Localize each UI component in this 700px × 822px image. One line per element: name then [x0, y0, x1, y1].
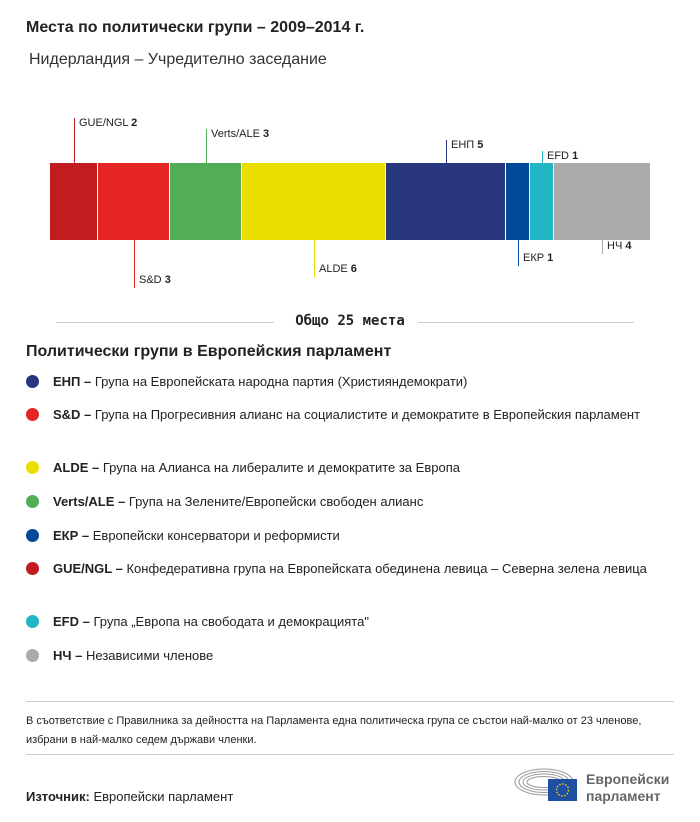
- legend-item: [26, 405, 666, 424]
- chart-title: Места по политически групи – 2009–2014 г.: [26, 19, 365, 36]
- divider: [26, 701, 674, 702]
- segment-label: [79, 117, 137, 129]
- segment-name: S&D: [139, 274, 165, 286]
- legend-abbr: ALDE –: [53, 460, 100, 475]
- segment-label: [547, 150, 578, 162]
- legend-item: [26, 492, 666, 511]
- legend-item: [26, 372, 666, 391]
- legend-text: [53, 646, 666, 665]
- legend-dot-icon: [26, 529, 39, 542]
- source-label: Източник:: [26, 789, 90, 804]
- bar-segment-s-d: [98, 163, 170, 240]
- source: [26, 789, 233, 804]
- segment-label: [139, 274, 171, 286]
- legend-item: [26, 559, 666, 578]
- logo-text: [586, 771, 669, 805]
- leader-line: [314, 240, 315, 277]
- segment-name: ALDE: [319, 263, 351, 275]
- stacked-seat-bar: [0, 0, 700, 340]
- bar-segment-efd: [530, 163, 554, 240]
- bar-segment-alde: [242, 163, 386, 240]
- legend-item: [26, 526, 666, 545]
- segment-label: [319, 263, 357, 275]
- segment-name: ЕКР: [523, 252, 548, 264]
- segment-value: 3: [164, 274, 171, 286]
- legend-item: [26, 458, 666, 477]
- segment-value: 3: [262, 128, 270, 140]
- leader-line: [602, 240, 603, 254]
- legend-dot-icon: [26, 375, 39, 388]
- segment-label: [607, 240, 631, 252]
- legend-text: [53, 526, 666, 545]
- segment-name: GUE/NGL: [79, 117, 132, 129]
- legend-dot-icon: [26, 615, 39, 628]
- legend-text: [53, 559, 666, 578]
- legend-desc: Независими членове: [82, 648, 214, 663]
- legend-desc: Европейски консерватори и реформисти: [89, 528, 340, 543]
- bar-segment-енп: [386, 163, 506, 240]
- source-value: Европейски парламент: [89, 789, 234, 804]
- legend-text: [53, 612, 666, 631]
- legend-abbr: НЧ –: [53, 648, 83, 663]
- legend-desc: Конфедеративна група на Европейската обединена левица – Северна зелена левица: [122, 561, 647, 576]
- legend-dot-icon: [26, 408, 39, 421]
- segment-value: 1: [572, 150, 579, 162]
- leader-line: [74, 118, 75, 163]
- legend-desc: Група на Европейската народна партия (Християндемократи): [91, 374, 468, 389]
- legend-desc: Група на Зелените/Европейски свободен алианс: [125, 494, 424, 509]
- leader-line: [542, 151, 543, 163]
- legend-desc: Група на Алианса на либералите и демократите за Европа: [99, 460, 460, 475]
- leader-line: [134, 240, 135, 288]
- european-parliament-logo: [514, 764, 584, 804]
- legend-abbr: GUE/NGL –: [53, 561, 123, 576]
- bar-segment-gue-ngl: [50, 163, 98, 240]
- legend-text: [53, 458, 666, 477]
- legend-abbr: ЕНП –: [53, 374, 92, 389]
- segment-name: НЧ: [607, 240, 626, 252]
- legend-text: [53, 492, 666, 511]
- segment-value: 4: [625, 240, 632, 252]
- footnote: В съответствие с Правилника за дейността на Парламента една политическа група се състои най-малко от 23 членове, избрани в най-малко седем държави членки.: [26, 715, 642, 746]
- segment-label: [523, 252, 553, 264]
- legend-item: [26, 612, 666, 631]
- logo-line2: парламент: [586, 788, 661, 804]
- divider: [26, 754, 674, 755]
- logo-line1: Европейски: [586, 771, 670, 787]
- bar-segment-нч: [554, 163, 650, 240]
- legend-abbr: ЕКР –: [53, 528, 90, 543]
- leader-line: [518, 240, 519, 266]
- segment-name: ЕНП: [451, 139, 478, 151]
- legend-item: [26, 646, 666, 665]
- legend-title: Политически групи в Европейския парламент: [26, 343, 392, 360]
- segment-value: 6: [350, 263, 357, 275]
- legend-dot-icon: [26, 461, 39, 474]
- total-seats: Общо 25 места: [295, 313, 405, 329]
- segment-name: EFD: [547, 150, 573, 162]
- legend-desc: Група на Прогресивния алианс на социалистите и демократите в Европейския парламент: [91, 407, 641, 422]
- legend-dot-icon: [26, 562, 39, 575]
- legend-dot-icon: [26, 495, 39, 508]
- legend-abbr: S&D –: [53, 407, 92, 422]
- segment-value: 5: [477, 139, 484, 151]
- legend-abbr: Verts/ALE –: [53, 494, 126, 509]
- segment-value: 2: [131, 117, 138, 129]
- segment-label: [451, 139, 483, 151]
- chart-subtitle: Нидерландия – Учредително заседание: [29, 51, 327, 68]
- leader-line: [446, 140, 447, 163]
- legend-abbr: EFD –: [53, 614, 90, 629]
- bar-segment-екр: [506, 163, 530, 240]
- legend-desc: Група „Европа на свободата и демокрацията": [89, 614, 369, 629]
- leader-line: [206, 129, 207, 163]
- legend-text: [53, 372, 666, 391]
- segment-name: Verts/ALE: [211, 128, 263, 140]
- bar-segment-verts-ale: [170, 163, 242, 240]
- legend-dot-icon: [26, 649, 39, 662]
- segment-value: 1: [547, 252, 554, 264]
- segment-label: [211, 128, 269, 140]
- legend-text: [53, 405, 666, 424]
